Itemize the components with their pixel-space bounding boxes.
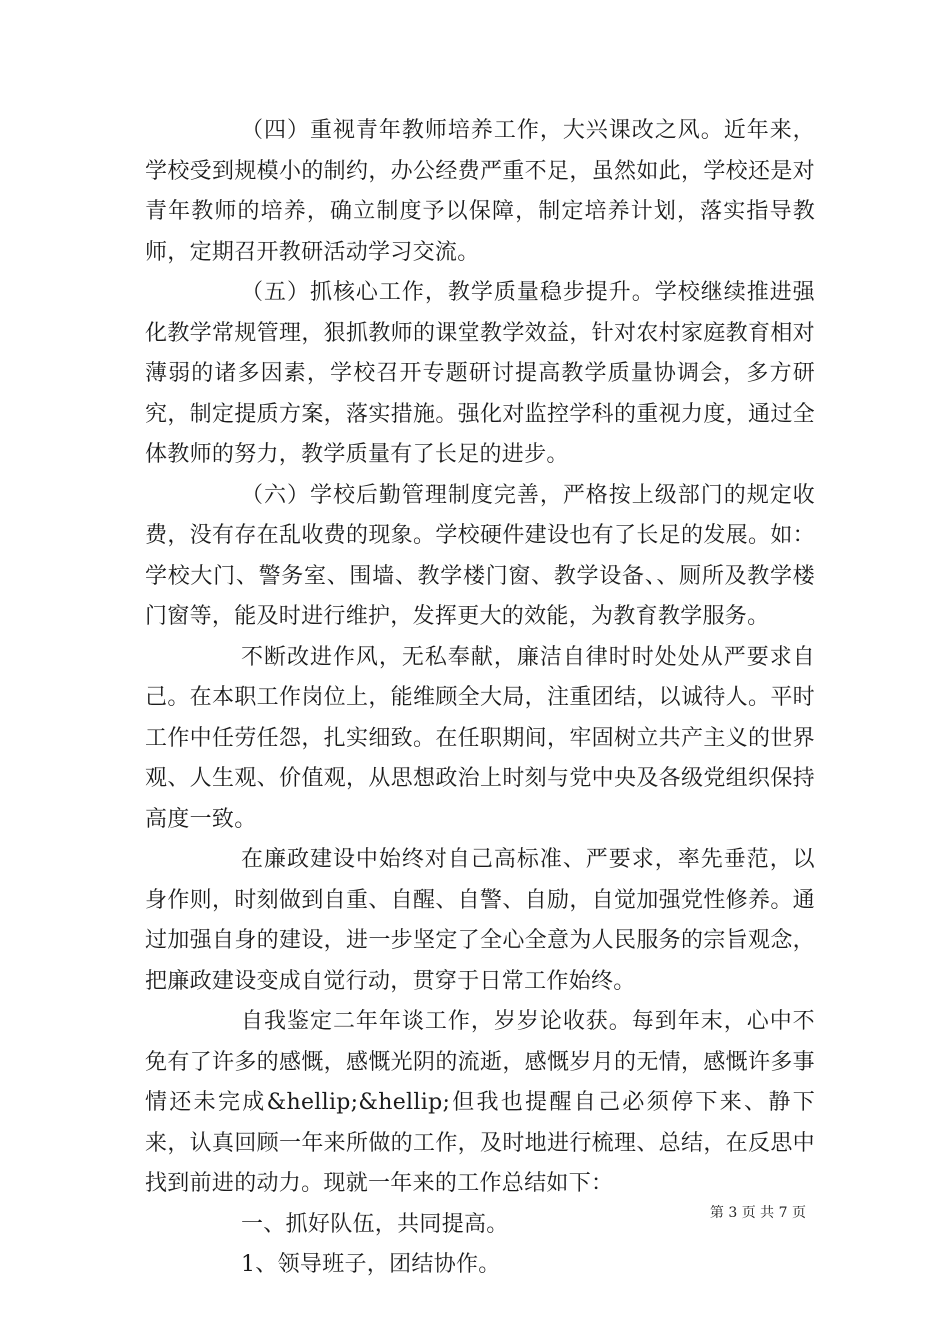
paragraph-integrity: 在廉政建设中始终对自己高标准、严要求，率先垂范，以身作则，时刻做到自重、自醒、自警、自励，自觉加强党性修养。通过加强自身的建设，进一步坚定了全心全意为人民服务的宗旨观念，把廉政建设变成自觉行动，贯穿于日常工作始终。 [145,847,815,994]
page-number: 第 3 页 共 7 页 [709,1205,806,1221]
paragraph-5: （五）抓核心工作，教学质量稳步提升。学校继续推进强化教学常规管理，狠抓教师的课堂教学效益，针对农村家庭教育相对薄弱的诸多因素，学校召开专题研讨提高教学质量协调会，多方研究，制定提质方案，落实措施。强化对监控学科的重视力度，通过全体教师的努力，教学质量有了长足的进步。 [145,280,815,467]
subsection-heading-1: 1、领导班子，团结协作。 [241,1252,501,1277]
paragraph-4: （四）重视青年教师培养工作，大兴课改之风。近年来，学校受到规模小的制约，办公经费严重不足，虽然如此，学校还是对青年教师的培养，确立制度予以保障，制定培养计划，落实指导教师，定期召开教研活动学习交流。 [145,118,815,265]
document-body [145,111,815,1286]
paragraph-self-assessment: 自我鉴定二年年谈工作，岁岁论收获。每到年末，心中不免有了许多的感慨，感慨光阴的流逝，感慨岁月的无情，感慨许多事情还未完成&hellip;&hellip;但我也提醒自己必须停下来、静下来，认真回顾一年来所做的工作，及时地进行梳理、总结，在反思中找到前进的动力。现就一年来的工作总结如下： [145,1009,815,1196]
paragraph-style: 不断改进作风，无私奉献，廉洁自律时时处处从严要求自己。在本职工作岗位上，能维顾全大局，注重团结，以诚待人。平时工作中任劳任怨，扎实细致。在任职期间，牢固树立共产主义的世界观、人生观、价值观，从思想政治上时刻与党中央及各级党组织保持高度一致。 [145,644,815,832]
paragraph-6: （六）学校后勤管理制度完善，严格按上级部门的规定收费，没有存在乱收费的现象。学校硬件建设也有了长足的发展。如：学校大门、警务室、围墙、教学楼门窗、教学设备、、厕所及教学楼门窗等，能及时进行维护，发挥更大的效能，为教育教学服务。 [145,482,815,629]
section-heading-1: 一、抓好队伍，共同提高。 [241,1211,509,1237]
